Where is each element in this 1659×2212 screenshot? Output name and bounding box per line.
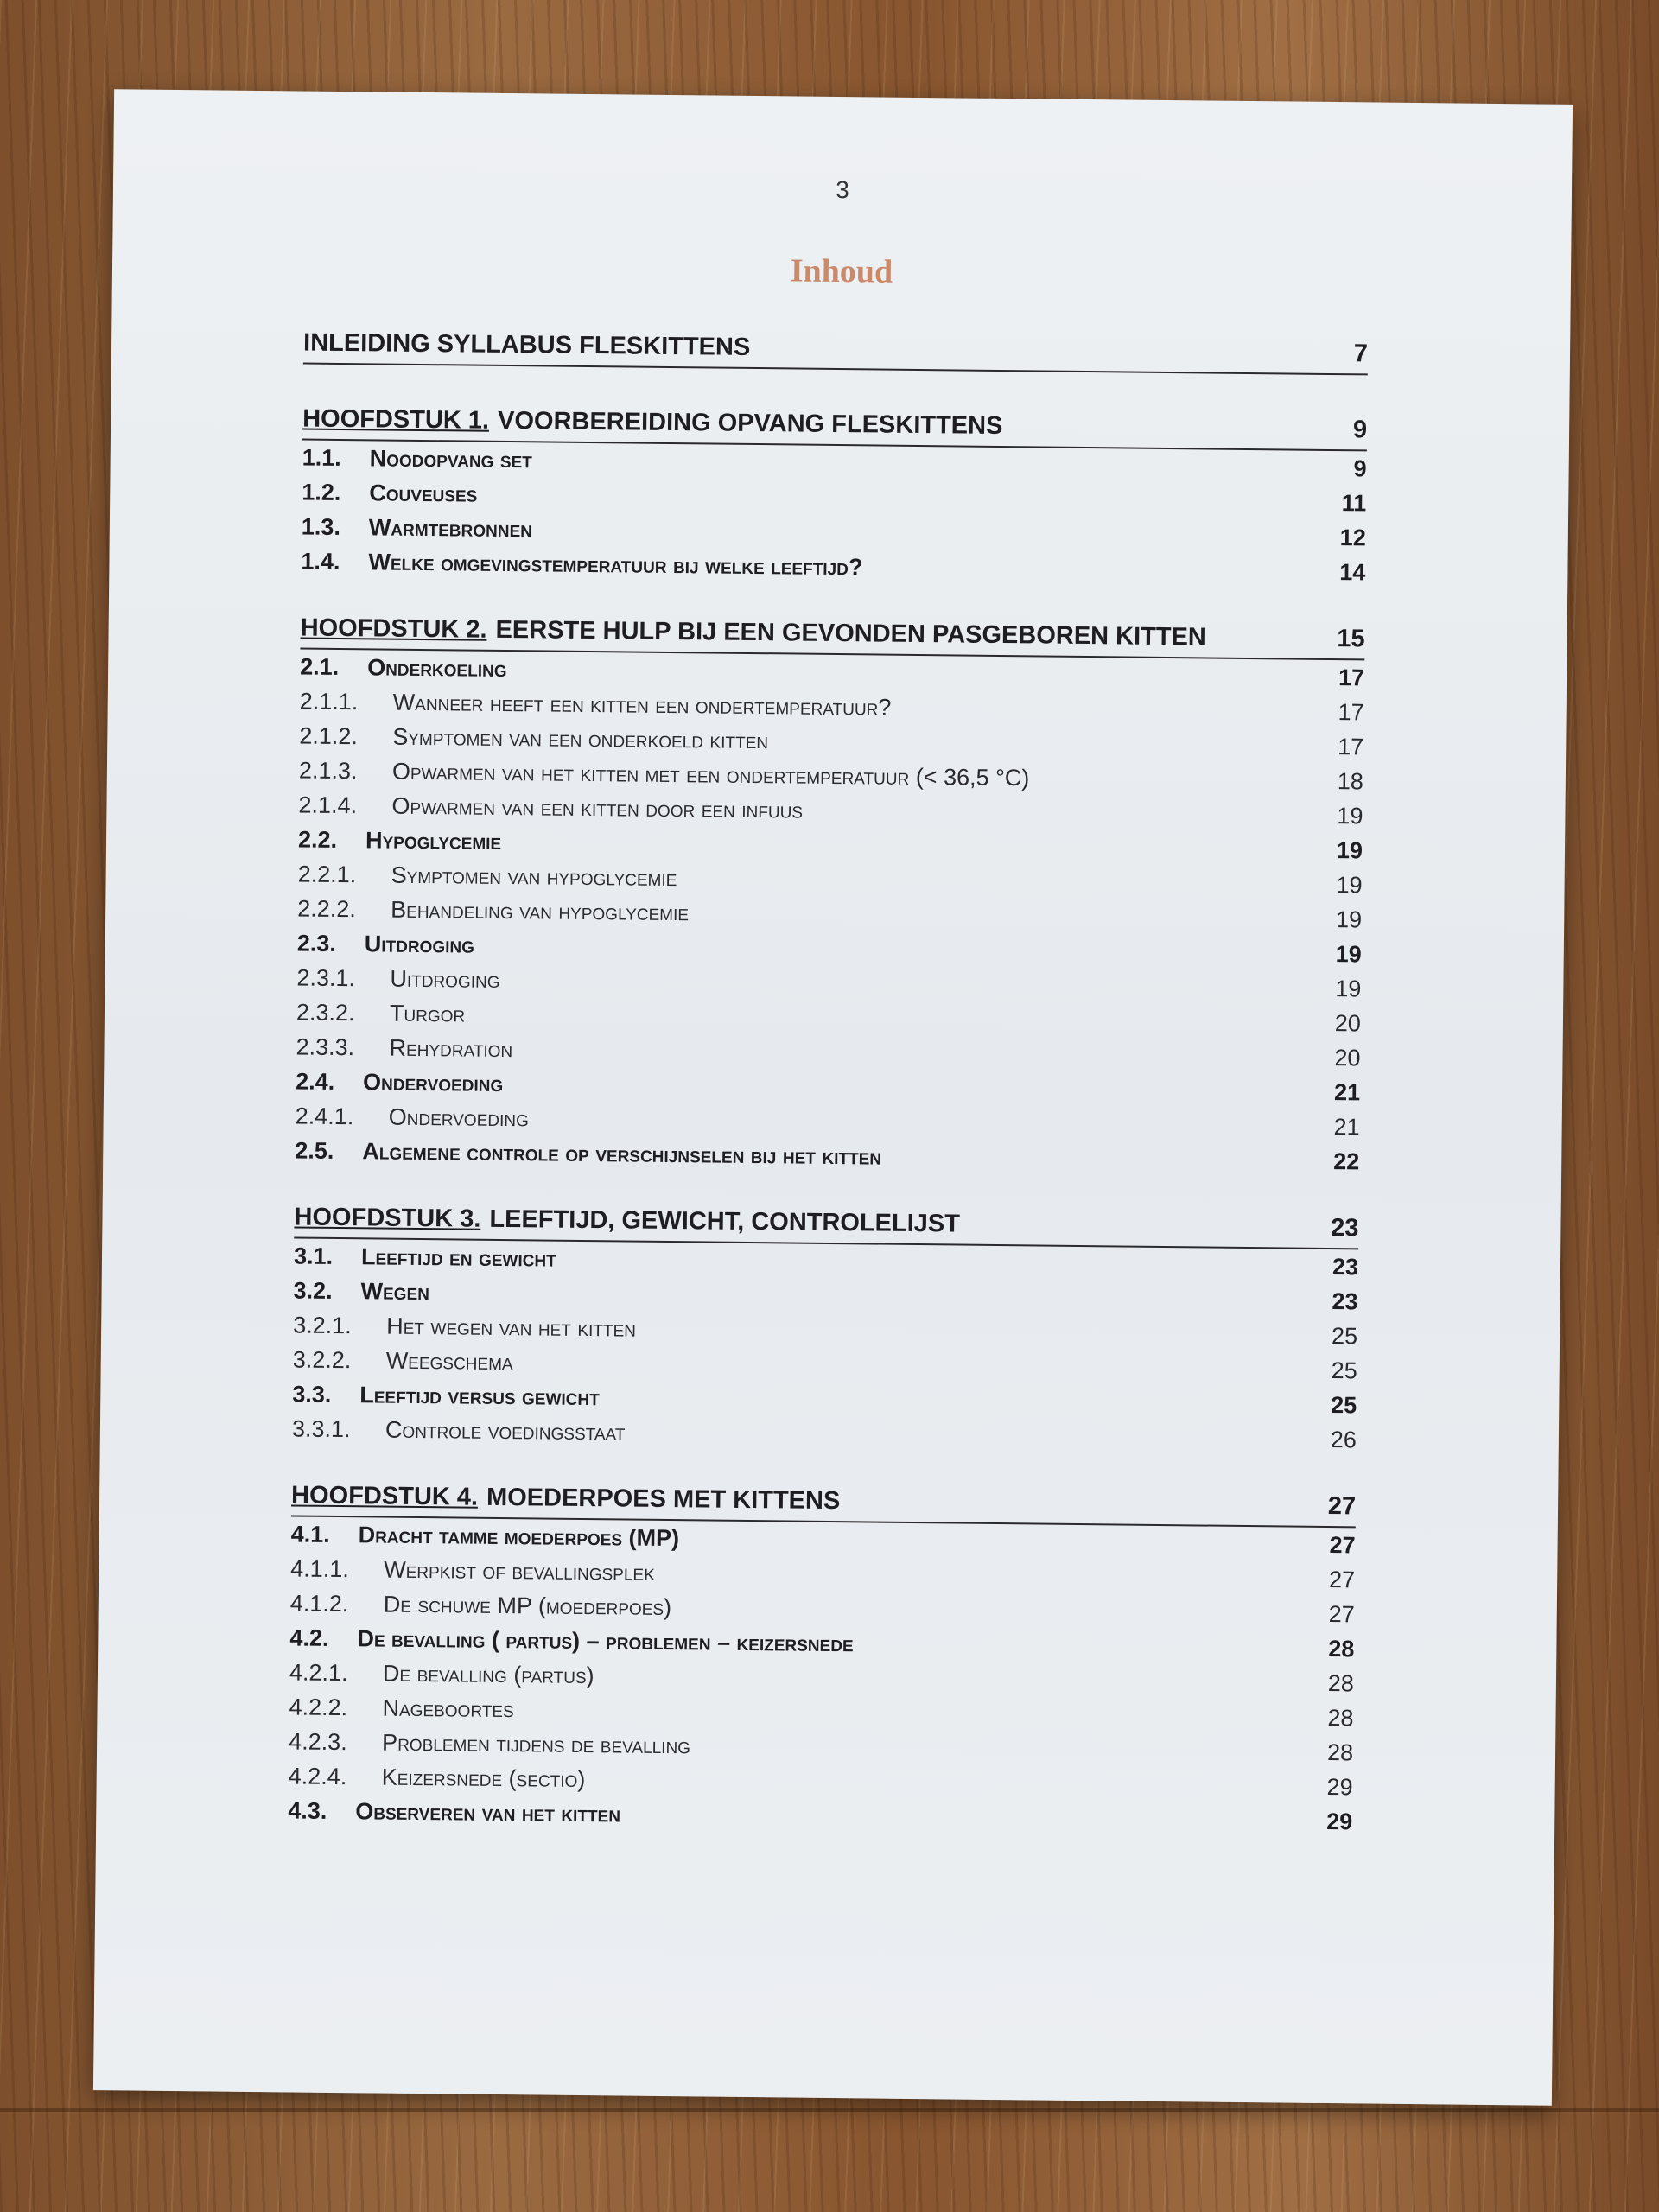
toc-page-number: 28 — [1327, 1705, 1354, 1732]
toc-page-number: 7 — [1353, 340, 1369, 368]
toc-page-number: 23 — [1332, 1254, 1359, 1281]
entry-number: 2.3.3. — [296, 1033, 355, 1061]
toc-page-number: 17 — [1338, 664, 1365, 691]
entry-number: 4.2.4. — [288, 1763, 347, 1790]
entry-number: 2.4.1. — [295, 1103, 354, 1130]
entry-label: Symptomen van een onderkoeld kitten — [392, 723, 769, 754]
toc-page-number: 22 — [1333, 1148, 1360, 1175]
toc-page-number: 26 — [1330, 1427, 1357, 1453]
entry-number: 2.4. — [296, 1068, 335, 1095]
entry-number: 3.3. — [292, 1381, 332, 1408]
toc-page-number: 19 — [1335, 906, 1363, 933]
chapter-label: VOORBEREIDING OPVANG FLESKITTENS — [497, 406, 1003, 441]
toc-page-number: 17 — [1338, 699, 1364, 726]
toc-page-number: 19 — [1337, 803, 1363, 830]
entry-number: 2.1.2. — [299, 722, 359, 750]
chapter-prefix: HOOFDSTUK 2. — [300, 613, 487, 644]
entry-label: Rehydration — [389, 1034, 513, 1063]
entry-number: 2.1.4. — [298, 791, 358, 819]
entry-label: Wegen — [360, 1278, 430, 1306]
entry-label: Werpkist of bevallingsplek — [384, 1556, 656, 1586]
entry-number: 2.1.1. — [299, 688, 359, 715]
toc-page-number: 21 — [1333, 1114, 1360, 1141]
entry-label: Nageboortes — [382, 1694, 514, 1723]
entry-label: Leeftijd versus gewicht — [359, 1382, 600, 1411]
toc-page-number: 21 — [1333, 1079, 1361, 1106]
entry-number: 2.2.1. — [297, 861, 357, 888]
entry-number: 4.2.3. — [289, 1728, 347, 1756]
entry-label: Leeftijd en gewicht — [360, 1243, 556, 1272]
entry-label: Uitdroging — [390, 965, 500, 993]
toc-page-number: 27 — [1328, 1567, 1356, 1593]
toc-page-number: 19 — [1335, 976, 1362, 1002]
entry-label: Het wegen van het kitten — [386, 1313, 637, 1342]
entry-number: 3.2.2. — [292, 1346, 352, 1374]
chapter-label: MOEDERPOES MET KITTENS — [486, 1483, 841, 1516]
entry-label: Welke omgevingstemperatuur bij welke leeftijd? — [368, 549, 863, 581]
toc-page-number: 17 — [1338, 734, 1364, 760]
entry-label: Noodopvang set — [369, 445, 533, 474]
entry-number: 4.2.1. — [289, 1659, 348, 1687]
entry-number: 3.1. — [293, 1243, 334, 1269]
toc-page-number: 28 — [1327, 1670, 1355, 1697]
entry-label: Dracht tamme moederpoes (MP) — [358, 1522, 680, 1552]
toc-page-number: 28 — [1328, 1636, 1355, 1662]
toc-page-number: 9 — [1352, 416, 1368, 444]
entry-label: Turgor — [389, 1000, 466, 1027]
chapter-prefix: HOOFDSTUK 3. — [294, 1203, 481, 1233]
entry-number: 1.4. — [301, 548, 340, 575]
entry-label: Hypoglycemie — [365, 827, 502, 855]
toc-page-number: 29 — [1326, 1808, 1353, 1835]
entry-number: 4.2.2. — [289, 1694, 348, 1721]
toc-page-number: 29 — [1326, 1774, 1353, 1801]
toc-page-number: 11 — [1341, 490, 1367, 517]
entry-number: 1.3. — [301, 513, 341, 540]
entry-number: 2.1.3. — [298, 757, 358, 785]
chapter-prefix: HOOFDSTUK 4. — [290, 1481, 479, 1511]
entry-label: Problemen tijdens de bevalling — [381, 1729, 691, 1759]
toc-page-number: 14 — [1339, 559, 1366, 586]
entry-label: Symptomen van hypoglycemie — [391, 861, 677, 892]
entry-number: 2.2. — [297, 826, 338, 853]
entry-label: De bevalling (partus) — [382, 1660, 594, 1689]
entry-number: 4.1. — [290, 1521, 330, 1548]
entry-label: Observeren van het kitten — [355, 1798, 621, 1827]
entry-label: Algemene controle op verschijnselen bij het kitten — [362, 1138, 882, 1170]
entry-number: 3.2.1. — [293, 1312, 352, 1339]
entry-number: 2.1. — [300, 653, 340, 680]
toc-page-number: 27 — [1329, 1532, 1356, 1559]
toc-page-number: 9 — [1353, 455, 1367, 482]
toc-title: Inhoud — [790, 252, 893, 290]
entry-label: Weegschema — [385, 1347, 513, 1376]
entry-label: Opwarmen van een kitten door een infuus — [391, 792, 804, 823]
entry-number: 2.3.2. — [296, 999, 355, 1027]
toc-page-number: 23 — [1332, 1288, 1358, 1315]
entry-label: Opwarmen van het kitten met een ondertemperatuur (< 36,5 °C) — [391, 758, 1030, 791]
toc-intro-label: INLEIDING SYLLABUS FLESKITTENS — [302, 328, 751, 361]
entry-label: Onderkoeling — [367, 654, 507, 683]
toc-page-number: 18 — [1337, 768, 1364, 795]
entry-label: Ondervoeding — [388, 1103, 530, 1132]
entry-label: Controle voedingsstaat — [385, 1416, 626, 1446]
toc-page-number: 25 — [1331, 1392, 1357, 1419]
entry-number: 2.2.2. — [297, 895, 356, 923]
entry-number: 4.1.1. — [290, 1555, 349, 1583]
entry-number: 2.3. — [296, 930, 337, 957]
entry-label: De schuwe MP (moederpoes) — [383, 1591, 672, 1621]
toc-page-number: 28 — [1326, 1739, 1354, 1766]
entry-number: 3.2. — [293, 1277, 333, 1304]
entry-label: Behandeling van hypoglycemie — [391, 896, 690, 926]
entry-number: 2.3.1. — [296, 964, 356, 992]
entry-number: 4.2. — [289, 1624, 329, 1651]
table-of-contents — [288, 323, 1368, 1840]
entry-number: 4.3. — [288, 1797, 327, 1824]
page-number: 3 — [836, 175, 849, 204]
chapter-label: LEEFTIJD, GEWICHT, CONTROLELIJST — [489, 1205, 961, 1238]
toc-page-number: 25 — [1331, 1323, 1358, 1350]
entry-label: De bevalling ( partus) – problemen – keizersnede — [357, 1625, 854, 1657]
entry-label: Uitdroging — [364, 931, 475, 958]
toc-page-number: 12 — [1339, 524, 1366, 551]
entry-label: Keizersnede (sectio) — [381, 1764, 586, 1793]
toc-page-number: 19 — [1336, 837, 1363, 864]
toc-page-number: 19 — [1335, 941, 1362, 968]
table-plank-seam — [0, 2108, 1659, 2112]
entry-label: Warmtebronnen — [368, 514, 533, 543]
toc-page-number: 15 — [1337, 625, 1365, 653]
entry-number: 4.1.2. — [289, 1590, 349, 1618]
entry-number: 1.2. — [302, 479, 341, 505]
toc-page-number: 20 — [1334, 1010, 1362, 1037]
toc-page-number: 27 — [1327, 1492, 1357, 1521]
document-page — [93, 89, 1573, 2106]
chapter-label: EERSTE HULP BIJ EEN GEVONDEN PASGEBOREN KITTEN — [495, 615, 1207, 652]
entry-label: Ondervoeding — [362, 1069, 504, 1097]
entry-number: 2.5. — [295, 1137, 334, 1164]
entry-label: Wanneer heeft een kitten een ondertemperatuur? — [392, 689, 892, 721]
toc-page-number: 27 — [1328, 1601, 1355, 1628]
toc-page-number: 20 — [1334, 1045, 1361, 1071]
chapter-prefix: HOOFDSTUK 1. — [302, 404, 490, 435]
toc-page-number: 25 — [1331, 1357, 1357, 1384]
entry-number: 3.3.1. — [291, 1415, 351, 1443]
toc-page-number: 23 — [1331, 1214, 1359, 1243]
entry-number: 1.1. — [302, 444, 341, 471]
entry-label: Couveuses — [369, 480, 478, 507]
toc-page-number: 19 — [1336, 872, 1363, 899]
